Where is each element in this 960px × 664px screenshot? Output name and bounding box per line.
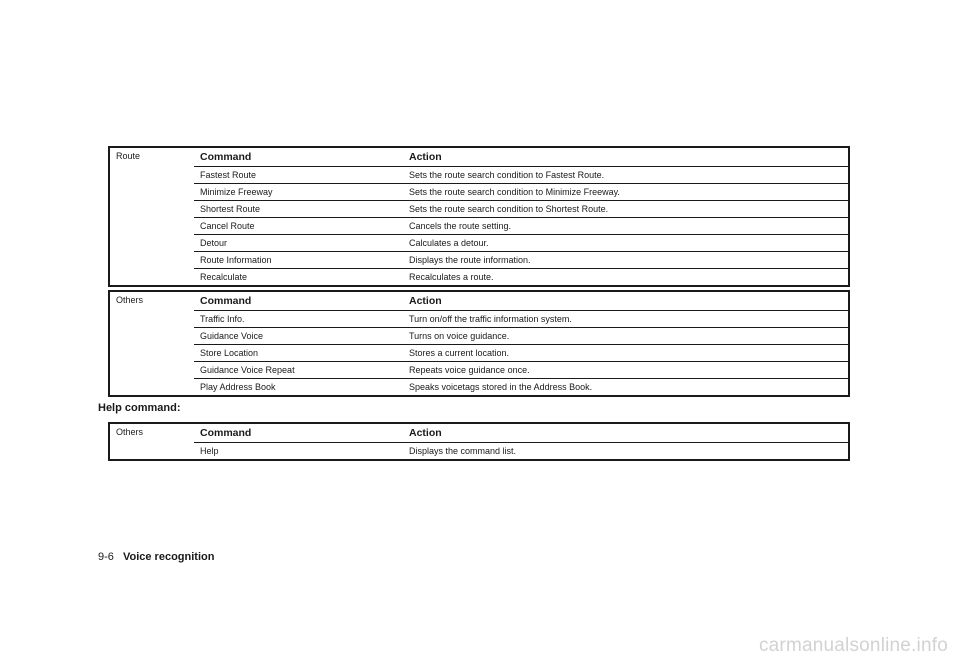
table-header-row — [194, 424, 848, 442]
footer-section-title: Voice recognition — [122, 551, 215, 563]
table-row — [194, 310, 848, 327]
table-row — [194, 217, 848, 234]
command-cell: Play Address Book — [200, 382, 276, 392]
table-row — [194, 166, 848, 183]
column-header-command: Command — [200, 427, 252, 439]
command-cell: Guidance Voice — [200, 331, 264, 341]
column-header-command: Command — [200, 151, 252, 163]
action-cell: Cancels the route setting. — [409, 221, 512, 231]
action-cell: Turn on/off the traffic information system. — [409, 314, 572, 324]
action-cell: Sets the route search condition to Fastest Route. — [409, 170, 605, 180]
table-row — [194, 442, 848, 459]
table-category-label: Route — [116, 151, 141, 161]
table-row — [194, 268, 848, 285]
command-cell: Traffic Info. — [200, 314, 245, 324]
table-row — [194, 251, 848, 268]
table-header-row — [194, 292, 848, 310]
action-cell: Turns on voice guidance. — [409, 331, 510, 341]
command-cell: Fastest Route — [200, 170, 257, 180]
action-cell: Stores a current location. — [409, 348, 510, 358]
command-cell: Cancel Route — [200, 221, 255, 231]
command-cell: Recalculate — [200, 272, 248, 282]
action-cell: Sets the route search condition to Shortest Route. — [409, 204, 609, 214]
command-cell: Shortest Route — [200, 204, 261, 214]
table-grid — [194, 148, 848, 285]
column-header-action: Action — [409, 427, 442, 439]
command-cell: Guidance Voice Repeat — [200, 365, 295, 375]
action-cell: Recalculates a route. — [409, 272, 494, 282]
table-row — [194, 344, 848, 361]
table-row — [194, 361, 848, 378]
command-cell: Store Location — [200, 348, 259, 358]
action-cell: Repeats voice guidance once. — [409, 365, 530, 375]
table-row — [194, 327, 848, 344]
page-footer — [98, 551, 214, 563]
table-header-row — [194, 148, 848, 166]
table-category-label: Others — [116, 295, 144, 305]
action-cell: Displays the command list. — [409, 446, 517, 456]
others-command-table — [108, 290, 850, 397]
page-number: 9-6 — [98, 551, 114, 563]
command-cell: Route Information — [200, 255, 272, 265]
action-cell: Speaks voicetags stored in the Address Book. — [409, 382, 593, 392]
column-header-action: Action — [409, 295, 442, 307]
command-cell: Help — [200, 446, 219, 456]
table-row — [194, 200, 848, 217]
table-row — [194, 183, 848, 200]
table-row — [194, 234, 848, 251]
table-grid — [194, 292, 848, 395]
command-cell: Minimize Freeway — [200, 187, 273, 197]
table-row — [194, 378, 848, 395]
command-cell: Detour — [200, 238, 228, 248]
help-command-table — [108, 422, 850, 461]
table-grid — [194, 424, 848, 459]
action-cell: Calculates a detour. — [409, 238, 489, 248]
watermark: carmanualsonline.info — [758, 635, 948, 656]
help-command-heading: Help command: — [98, 402, 181, 414]
action-cell: Displays the route information. — [409, 255, 531, 265]
table-category-label: Others — [116, 427, 144, 437]
action-cell: Sets the route search condition to Minimize Freeway. — [409, 187, 620, 197]
column-header-action: Action — [409, 151, 442, 163]
route-command-table — [108, 146, 850, 287]
column-header-command: Command — [200, 295, 252, 307]
